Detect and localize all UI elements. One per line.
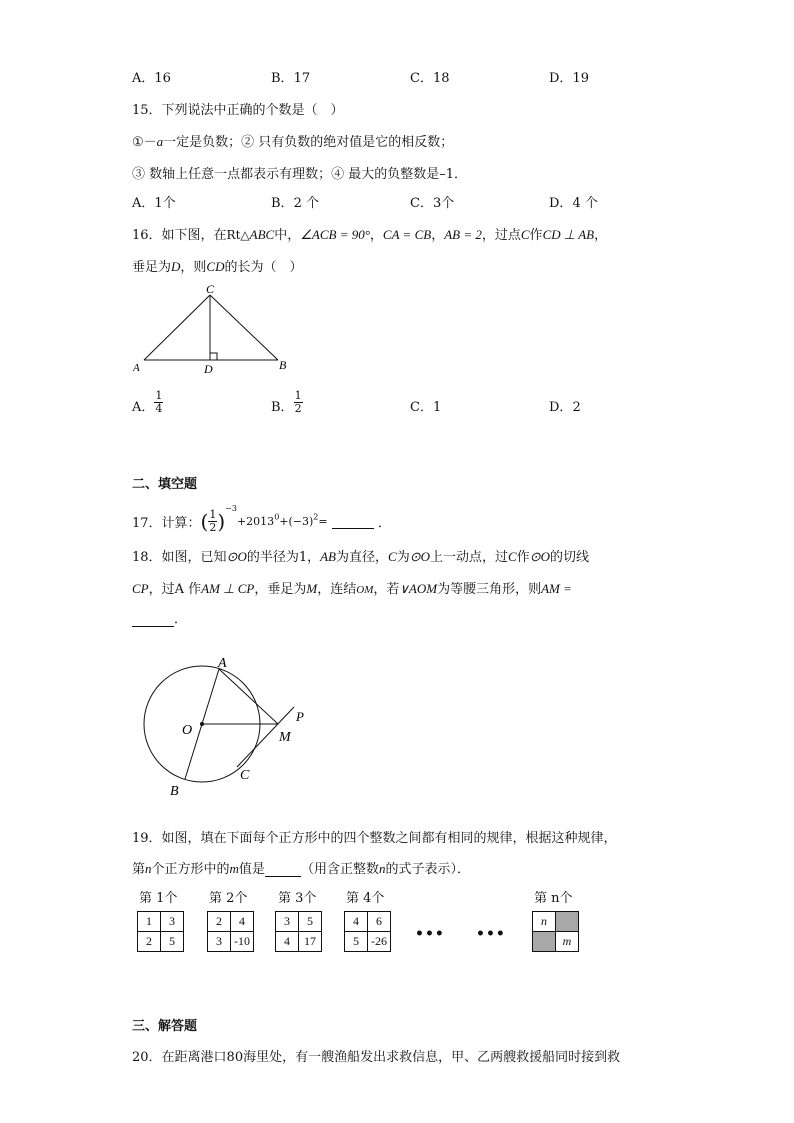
ellipsis-2: •••: [476, 926, 506, 942]
square-4-cell-tr: 6: [368, 912, 391, 932]
right-angle-mark: [210, 353, 217, 360]
square-2-cell-tl: 2: [208, 912, 231, 932]
label-p: P: [296, 709, 304, 724]
square-n-cell-bl: [533, 932, 556, 952]
side-ac: [144, 295, 210, 360]
q16-option-b: B． $\frac{1}{2}$: [271, 389, 302, 415]
q18-circle-figure: [130, 650, 320, 800]
q15-stem: 15．下列说法中正确的个数是（ ）: [132, 103, 344, 118]
side-cb: [210, 295, 278, 360]
q16-triangle-figure: [130, 282, 300, 377]
q15-options: [0, 192, 794, 212]
q15-line1-marker: ①: [132, 135, 144, 150]
square-n-cell-br: m: [556, 932, 579, 952]
square-2-cell-br: -10: [231, 932, 254, 952]
square-2: [207, 911, 254, 952]
section-fill-in-heading: 二、填空题: [132, 477, 198, 492]
label-m: M: [279, 730, 291, 745]
label-a: A: [133, 362, 140, 374]
square-1: [137, 911, 184, 952]
q15-option-c: C．3个: [410, 196, 455, 211]
q14-options: [0, 67, 794, 87]
q15-option-d: D．4 个: [549, 196, 598, 211]
square-4-cell-tl: 4: [345, 912, 368, 932]
q16-options: [0, 388, 794, 424]
q14-option-a: A．16: [132, 71, 171, 86]
q14-option-d: D．19: [549, 71, 589, 86]
square-2-title: 第 2个: [209, 891, 248, 906]
square-n: [532, 911, 579, 952]
q18-line1: 18．如图，已知⊙O的半径为1，AB为直径，C为⊙O上一动点，过C作⊙O的切线: [132, 549, 589, 565]
square-2-cell-bl: 3: [208, 932, 231, 952]
q14-option-c: C．18: [410, 71, 450, 86]
label-d: D: [204, 362, 213, 376]
q15-line1-minus: －: [143, 135, 157, 150]
q17-answer-blank[interactable]: [332, 514, 374, 529]
square-3-title: 第 3个: [278, 891, 317, 906]
square-n-cell-tl: n: [533, 912, 556, 932]
square-1-cell-tl: 1: [138, 912, 161, 932]
section-answer-heading: 三、解答题: [132, 1019, 198, 1034]
ellipsis-1: •••: [415, 926, 445, 942]
square-2-cell-tr: 4: [231, 912, 254, 932]
q15-line1-text: 一定是负数；② 只有负数的绝对值是它的相反数；: [163, 135, 454, 150]
q15-line1: [132, 131, 453, 150]
q16-option-a: A． $\frac{1}{4}$: [132, 389, 163, 415]
q16-option-c: C．1: [410, 400, 442, 415]
label-b: B: [279, 358, 287, 372]
q16-line1: 16．如下图，在Rt△ABC中，∠ACB = 90°，CA = CB，AB = 2，过点C作CD ⊥ AB，: [132, 227, 608, 243]
q15-option-b: B．2 个: [271, 196, 319, 211]
label-a: A: [218, 656, 227, 671]
q20-text: 20．在距离港口80海里处，有一艘渔船发出求救信息，甲、乙两艘救援船同时接到救: [132, 1050, 621, 1065]
label-b: B: [170, 784, 179, 799]
q16-line2: 垂足为D，则CD的长为（ ）: [132, 259, 303, 275]
label-c: C: [240, 768, 250, 783]
square-1-cell-bl: 2: [138, 932, 161, 952]
q18-line3: ．: [132, 608, 187, 627]
q14-option-b: B．17: [271, 71, 311, 86]
q19-line1: 19．如图，填在下面每个正方形中的四个整数之间都有相同的规律，根据这种规律，: [132, 831, 617, 846]
q16-option-d: D．2: [549, 400, 581, 415]
square-1-cell-tr: 3: [161, 912, 184, 932]
q17-expression: 17．计算：( $\frac{1}{2}$ )$^{-3}+2013^0+(-3)^2=$ ．: [132, 504, 391, 534]
center-point: [200, 722, 204, 726]
square-n-title: 第 n个: [534, 891, 573, 906]
label-c: C: [206, 282, 215, 296]
q18-answer-blank[interactable]: [132, 612, 174, 627]
square-1-cell-br: 5: [161, 932, 184, 952]
square-1-title: 第 1个: [139, 891, 178, 906]
square-3-cell-bl: 4: [276, 932, 299, 952]
q19-answer-blank[interactable]: [265, 862, 301, 877]
square-n-cell-tr: [556, 912, 579, 932]
square-3-cell-tl: 3: [276, 912, 299, 932]
segment-am: [219, 669, 278, 724]
q15-option-a: A．1个: [132, 196, 176, 211]
square-3-cell-br: 17: [299, 932, 322, 952]
q19-line2: 第n个正方形中的m值是 （用含正整数n的式子表示）．: [132, 861, 470, 877]
square-4-cell-bl: 5: [345, 932, 368, 952]
q15-line2-value: –1．: [439, 167, 468, 182]
square-4-cell-br: -26: [368, 932, 391, 952]
q18-line2: CP，过A 作AM ⊥ CP，垂足为M，连结OM，若∨AOM为等腰三角形，则AM =: [132, 581, 572, 597]
q15-line1-var: a: [156, 134, 164, 149]
square-3: [275, 911, 322, 952]
square-3-cell-tr: 5: [299, 912, 322, 932]
q15-line2-text: ③ 数轴上任意一点都表示有理数；④ 最大的负整数是: [132, 167, 440, 182]
q15-line2: [132, 163, 467, 182]
square-4-title: 第 4个: [346, 891, 385, 906]
label-o: O: [182, 723, 193, 738]
square-4: [344, 911, 391, 952]
